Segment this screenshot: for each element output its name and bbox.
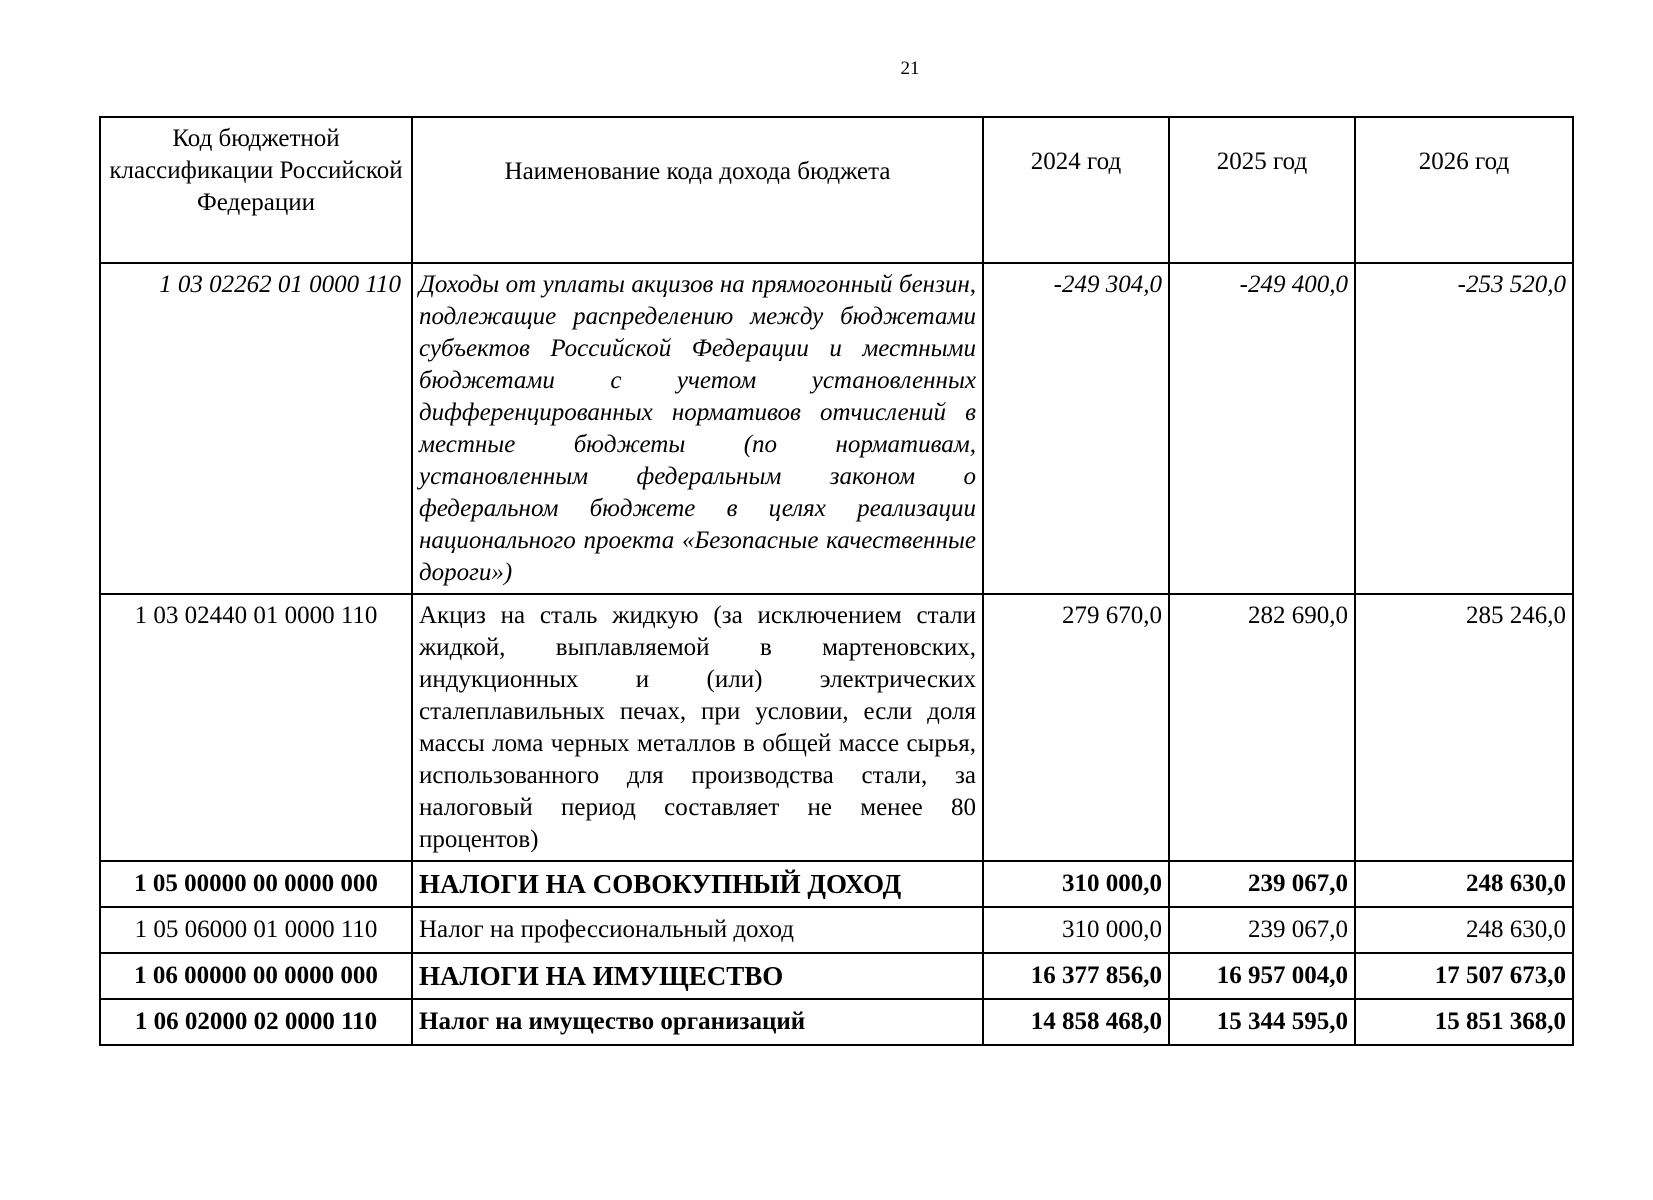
row-value-2026: 248 630,0 xyxy=(1355,907,1573,953)
row-value-2025: -249 400,0 xyxy=(1169,263,1355,594)
row-value-2024: 16 377 856,0 xyxy=(983,953,1169,999)
row-value-2025: 239 067,0 xyxy=(1169,861,1355,907)
row-value-2024: 310 000,0 xyxy=(983,861,1169,907)
table-row xyxy=(100,263,1573,594)
row-code: 1 03 02440 01 0000 110 xyxy=(100,594,412,861)
row-value-2024: 310 000,0 xyxy=(983,907,1169,953)
row-code: 1 06 00000 00 0000 000 xyxy=(100,953,412,999)
page-number: 21 xyxy=(900,58,920,79)
row-value-2025: 16 957 004,0 xyxy=(1169,953,1355,999)
header-code: Код бюджетной классификации Российской Федерации xyxy=(100,117,412,263)
row-value-2025: 282 690,0 xyxy=(1169,594,1355,861)
budget-revenue-table xyxy=(99,116,1574,1046)
row-name: НАЛОГИ НА СОВОКУПНЫЙ ДОХОД xyxy=(412,861,983,907)
table-row xyxy=(100,953,1573,999)
row-code: 1 05 00000 00 0000 000 xyxy=(100,861,412,907)
table-header-row xyxy=(100,117,1573,263)
row-code: 1 03 02262 01 0000 110 xyxy=(100,263,412,594)
row-value-2025: 15 344 595,0 xyxy=(1169,999,1355,1045)
row-name: НАЛОГИ НА ИМУЩЕСТВО xyxy=(412,953,983,999)
row-name: Доходы от уплаты акцизов на прямогонный бензин, подлежащие распределению между бюджетами субъектов Российской Федерации и местными бюджетами с учетом установленных дифференцированных нормативов отчислений в местные бюджеты (по нормативам, установленным федеральным законом о федеральном бюджете в целях реализации национального проекта «Безопасные качественные дороги») xyxy=(412,263,983,594)
header-name: Наименование кода дохода бюджета xyxy=(412,117,983,263)
row-name: Налог на имущество организаций xyxy=(412,999,983,1045)
row-value-2026: 285 246,0 xyxy=(1355,594,1573,861)
row-value-2024: 14 858 468,0 xyxy=(983,999,1169,1045)
table-row xyxy=(100,594,1573,861)
row-value-2025: 239 067,0 xyxy=(1169,907,1355,953)
row-code: 1 05 06000 01 0000 110 xyxy=(100,907,412,953)
table-row xyxy=(100,861,1573,907)
row-value-2024: 279 670,0 xyxy=(983,594,1169,861)
table-row xyxy=(100,999,1573,1045)
row-name: Налог на профессиональный доход xyxy=(412,907,983,953)
header-year-2026: 2026 год xyxy=(1355,117,1573,263)
row-value-2026: 17 507 673,0 xyxy=(1355,953,1573,999)
row-value-2026: 248 630,0 xyxy=(1355,861,1573,907)
header-year-2025: 2025 год xyxy=(1169,117,1355,263)
header-year-2024: 2024 год xyxy=(983,117,1169,263)
row-value-2026: 15 851 368,0 xyxy=(1355,999,1573,1045)
row-value-2024: -249 304,0 xyxy=(983,263,1169,594)
row-value-2026: -253 520,0 xyxy=(1355,263,1573,594)
row-name: Акциз на сталь жидкую (за исключением стали жидкой, выплавляемой в мартеновских, индукционных и (или) электрических сталеплавильных печах, при условии, если доля массы лома черных металлов в общей массе сырья, использованного для производства стали, за налоговый период составляет не менее 80 процентов) xyxy=(412,594,983,861)
row-code: 1 06 02000 02 0000 110 xyxy=(100,999,412,1045)
table-row xyxy=(100,907,1573,953)
